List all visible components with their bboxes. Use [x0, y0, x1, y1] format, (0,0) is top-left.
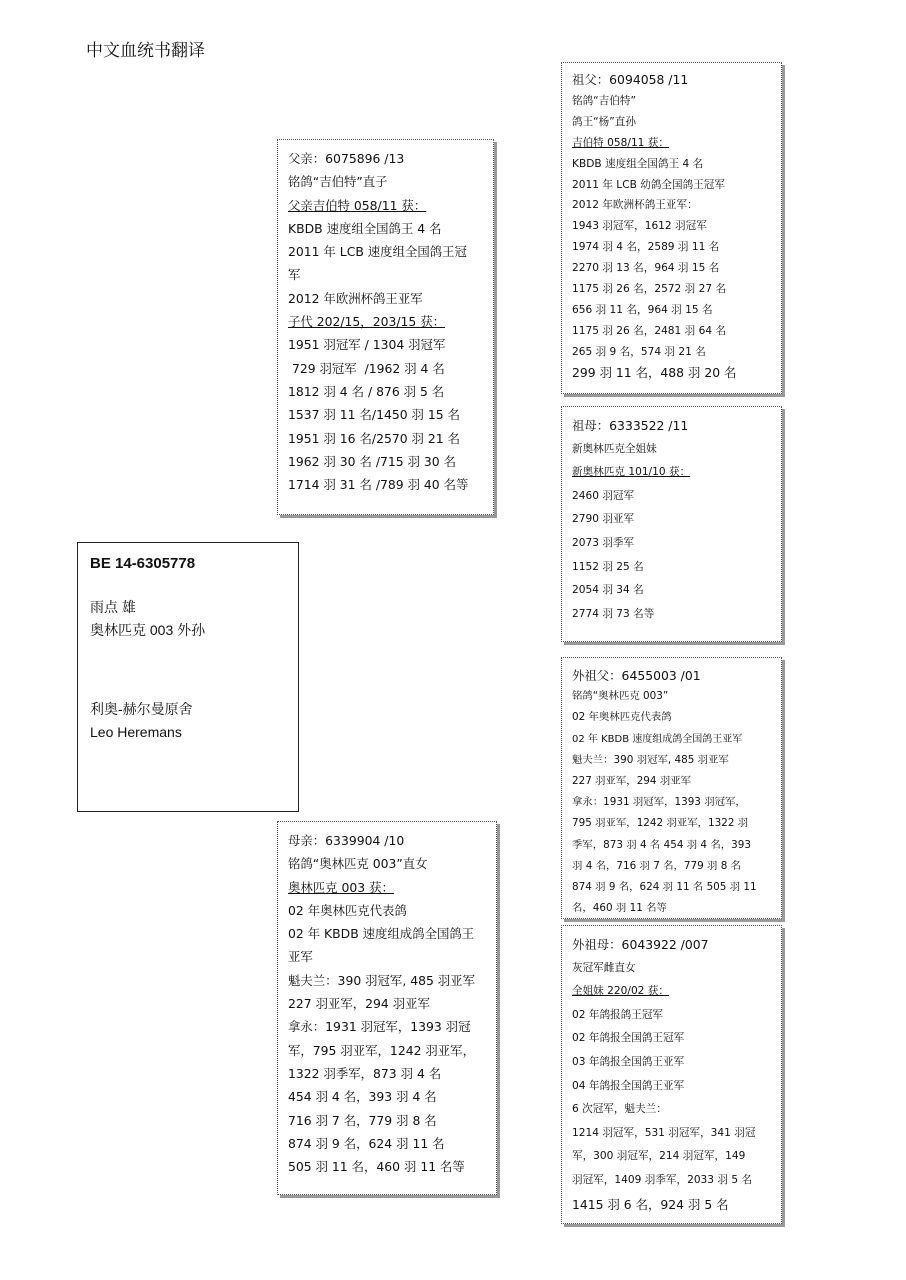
maternal-grandsire-line: 魁夫兰：390 羽冠军, 485 羽亚军: [572, 753, 729, 766]
paternal-grandsire-line: 2011 年 LCB 幼鸽全国鸽王冠军: [572, 178, 725, 191]
maternal-granddam-line: 04 年鸽报全国鸽王亚军: [572, 1079, 685, 1092]
paternal-granddam-line: 新奥林匹克全姐妹: [572, 442, 657, 455]
maternal-grandsire-line: 874 羽 9 名，624 羽 11 名 505 羽 11: [572, 881, 757, 894]
sire-box: [277, 139, 494, 515]
paternal-granddam-line: 2054 羽 34 名: [572, 584, 644, 597]
dam-line: 军，795 羽亚军，1242 羽亚军，: [288, 1042, 475, 1058]
sire-line: 1951 羽冠军 / 1304 羽冠军: [288, 337, 446, 353]
maternal-grandsire-line: 外祖父：6455003 /01: [572, 668, 701, 683]
sire-line: 1962 羽 30 名 /715 羽 30 名: [288, 453, 457, 469]
document-title: 中文血统书翻译: [86, 41, 205, 61]
sire-line: 铭鸽“吉伯特”直子: [288, 174, 388, 190]
subject-lineage: 奥林匹克 003 外孙: [90, 622, 206, 638]
paternal-grandsire-line: 2270 羽 13 名，964 羽 15 名: [572, 262, 720, 275]
paternal-grandsire-line: 鸽王“杨”直孙: [572, 115, 636, 128]
maternal-granddam-line: 全姐妹 220/02 获：: [572, 985, 669, 998]
sire-line: 2012 年欧洲杯鸽王亚军: [288, 290, 423, 306]
maternal-grandsire-line: 羽 4 名，716 羽 7 名，779 羽 8 名: [572, 859, 742, 872]
paternal-grandsire-line: 1175 羽 26 名，2572 羽 27 名: [572, 283, 727, 296]
sire-line: 父亲：6075896 /13: [288, 151, 405, 166]
maternal-grandsire-line: 02 年奥林匹克代表鸽: [572, 711, 672, 724]
maternal-granddam-line: 03 年鸽报全国鸽王亚军: [572, 1055, 685, 1068]
paternal-grandsire-line: 656 羽 11 名，964 羽 15 名: [572, 303, 713, 316]
sire-line: 2011 年 LCB 速度组全国鸽王冠: [288, 244, 467, 260]
paternal-grandsire-line: 1974 羽 4 名，2589 羽 11 名: [572, 241, 720, 254]
dam-line: 魁夫兰：390 羽冠军, 485 羽亚军: [288, 972, 475, 988]
dam-line: 716 羽 7 名，779 羽 8 名: [288, 1112, 437, 1128]
sire-line: 1537 羽 11 名/1450 羽 15 名: [288, 407, 460, 423]
paternal-granddam-line: 2790 羽亚军: [572, 513, 635, 526]
subject-owner-en: Leo Heremans: [90, 724, 182, 740]
dam-line: 铭鸽“奥林匹克 003”直女: [288, 856, 428, 872]
maternal-granddam-line: 灰冠军雌直女: [572, 961, 636, 974]
maternal-grandsire-line: 季军，873 羽 4 名 454 羽 4 名，393: [572, 838, 751, 851]
dam-line: 拿永：1931 羽冠军，1393 羽冠: [288, 1019, 471, 1035]
sire-line: 1812 羽 4 名 / 876 羽 5 名: [288, 383, 445, 399]
paternal-granddam-line: 新奥林匹克 101/10 获：: [572, 466, 691, 479]
dam-line: 454 羽 4 名，393 羽 4 名: [288, 1089, 437, 1105]
maternal-granddam-line: 02 年鸽报全国鸽王冠军: [572, 1032, 685, 1045]
maternal-granddam-line: 02 年鸽报鸽王冠军: [572, 1008, 664, 1021]
paternal-grandsire-line: 1943 羽冠军，1612 羽冠军: [572, 220, 707, 233]
dam-line: 奥林匹克 003 获：: [288, 879, 394, 895]
paternal-grandsire-line: 265 羽 9 名，574 羽 21 名: [572, 345, 706, 358]
paternal-granddam-line: 2774 羽 73 名等: [572, 607, 655, 620]
maternal-granddam-box: [561, 925, 782, 1224]
sire-line: KBDB 速度组全国鸽王 4 名: [288, 220, 442, 236]
paternal-grandsire-line: 铭鸽“吉伯特”: [572, 94, 636, 107]
dam-line: 02 年奥林匹克代表鸽: [288, 902, 407, 918]
paternal-grandsire-line: 2012 年欧洲杯鸽王亚军：: [572, 199, 698, 212]
paternal-grandsire-line: KBDB 速度组全国鸽王 4 名: [572, 157, 704, 170]
paternal-granddam-box: [561, 406, 782, 642]
maternal-granddam-line: 1415 羽 6 名，924 羽 5 名: [572, 1196, 729, 1212]
maternal-grandsire-line: 227 羽亚军，294 羽亚军: [572, 775, 692, 788]
paternal-granddam-line: 2073 羽季军: [572, 536, 635, 549]
dam-box: [277, 821, 497, 1195]
maternal-grandsire-line: 铭鸽“奥林匹克 003”: [572, 690, 669, 703]
dam-line: 母亲：6339904 /10: [288, 833, 405, 848]
maternal-granddam-line: 6 次冠军，魁夫兰：: [572, 1103, 667, 1116]
dam-line: 227 羽亚军，294 羽亚军: [288, 996, 430, 1012]
maternal-grandsire-box: [561, 657, 782, 919]
subject-box: [77, 542, 299, 812]
maternal-granddam-line: 羽冠军，1409 羽季军，2033 羽 5 名: [572, 1173, 753, 1186]
paternal-granddam-line: 2460 羽冠军: [572, 489, 635, 502]
sire-line: 父亲吉伯特 058/11 获：: [288, 197, 427, 213]
paternal-grandsire-box: [561, 62, 782, 394]
paternal-granddam-line: 祖母：6333522 /11: [572, 418, 689, 433]
maternal-grandsire-line: 拿永：1931 羽冠军，1393 羽冠军，: [572, 796, 746, 809]
sire-line: 1714 羽 31 名 /789 羽 40 名等: [288, 477, 469, 493]
dam-line: 874 羽 9 名，624 羽 11 名: [288, 1135, 445, 1151]
subject-owner-cn: 利奥-赫尔曼原舍: [90, 701, 193, 717]
maternal-granddam-line: 军，300 羽冠军，214 羽冠军，149: [572, 1150, 746, 1163]
sire-line: 子代 202/15，203/15 获：: [288, 314, 446, 330]
paternal-grandsire-line: 吉伯特 058/11 获：: [572, 136, 669, 149]
maternal-grandsire-line: 795 羽亚军，1242 羽亚军，1322 羽: [572, 817, 749, 830]
subject-name: 雨点 雄: [90, 599, 136, 615]
paternal-grandsire-line: 299 羽 11 名，488 羽 20 名: [572, 364, 737, 380]
paternal-granddam-line: 1152 羽 25 名: [572, 560, 644, 573]
subject-ring-number: BE 14-6305778: [90, 555, 196, 572]
dam-line: 1322 羽季军，873 羽 4 名: [288, 1065, 442, 1081]
sire-line: 729 羽冠军 /1962 羽 4 名: [288, 360, 445, 376]
sire-line: 军: [288, 267, 301, 283]
dam-line: 505 羽 11 名，460 羽 11 名等: [288, 1159, 465, 1175]
paternal-grandsire-line: 祖父：6094058 /11: [572, 72, 689, 87]
maternal-grandsire-line: 名，460 羽 11 名等: [572, 902, 667, 915]
maternal-granddam-line: 外祖母：6043922 /007: [572, 937, 709, 952]
dam-line: 亚军: [288, 949, 313, 965]
sire-line: 1951 羽 16 名/2570 羽 21 名: [288, 430, 460, 446]
maternal-granddam-line: 1214 羽冠军，531 羽冠军，341 羽冠: [572, 1126, 756, 1139]
dam-line: 02 年 KBDB 速度组成鸽全国鸽王: [288, 926, 475, 942]
paternal-grandsire-line: 1175 羽 26 名，2481 羽 64 名: [572, 324, 727, 337]
maternal-grandsire-line: 02 年 KBDB 速度组成鸽全国鸽王亚军: [572, 733, 743, 745]
